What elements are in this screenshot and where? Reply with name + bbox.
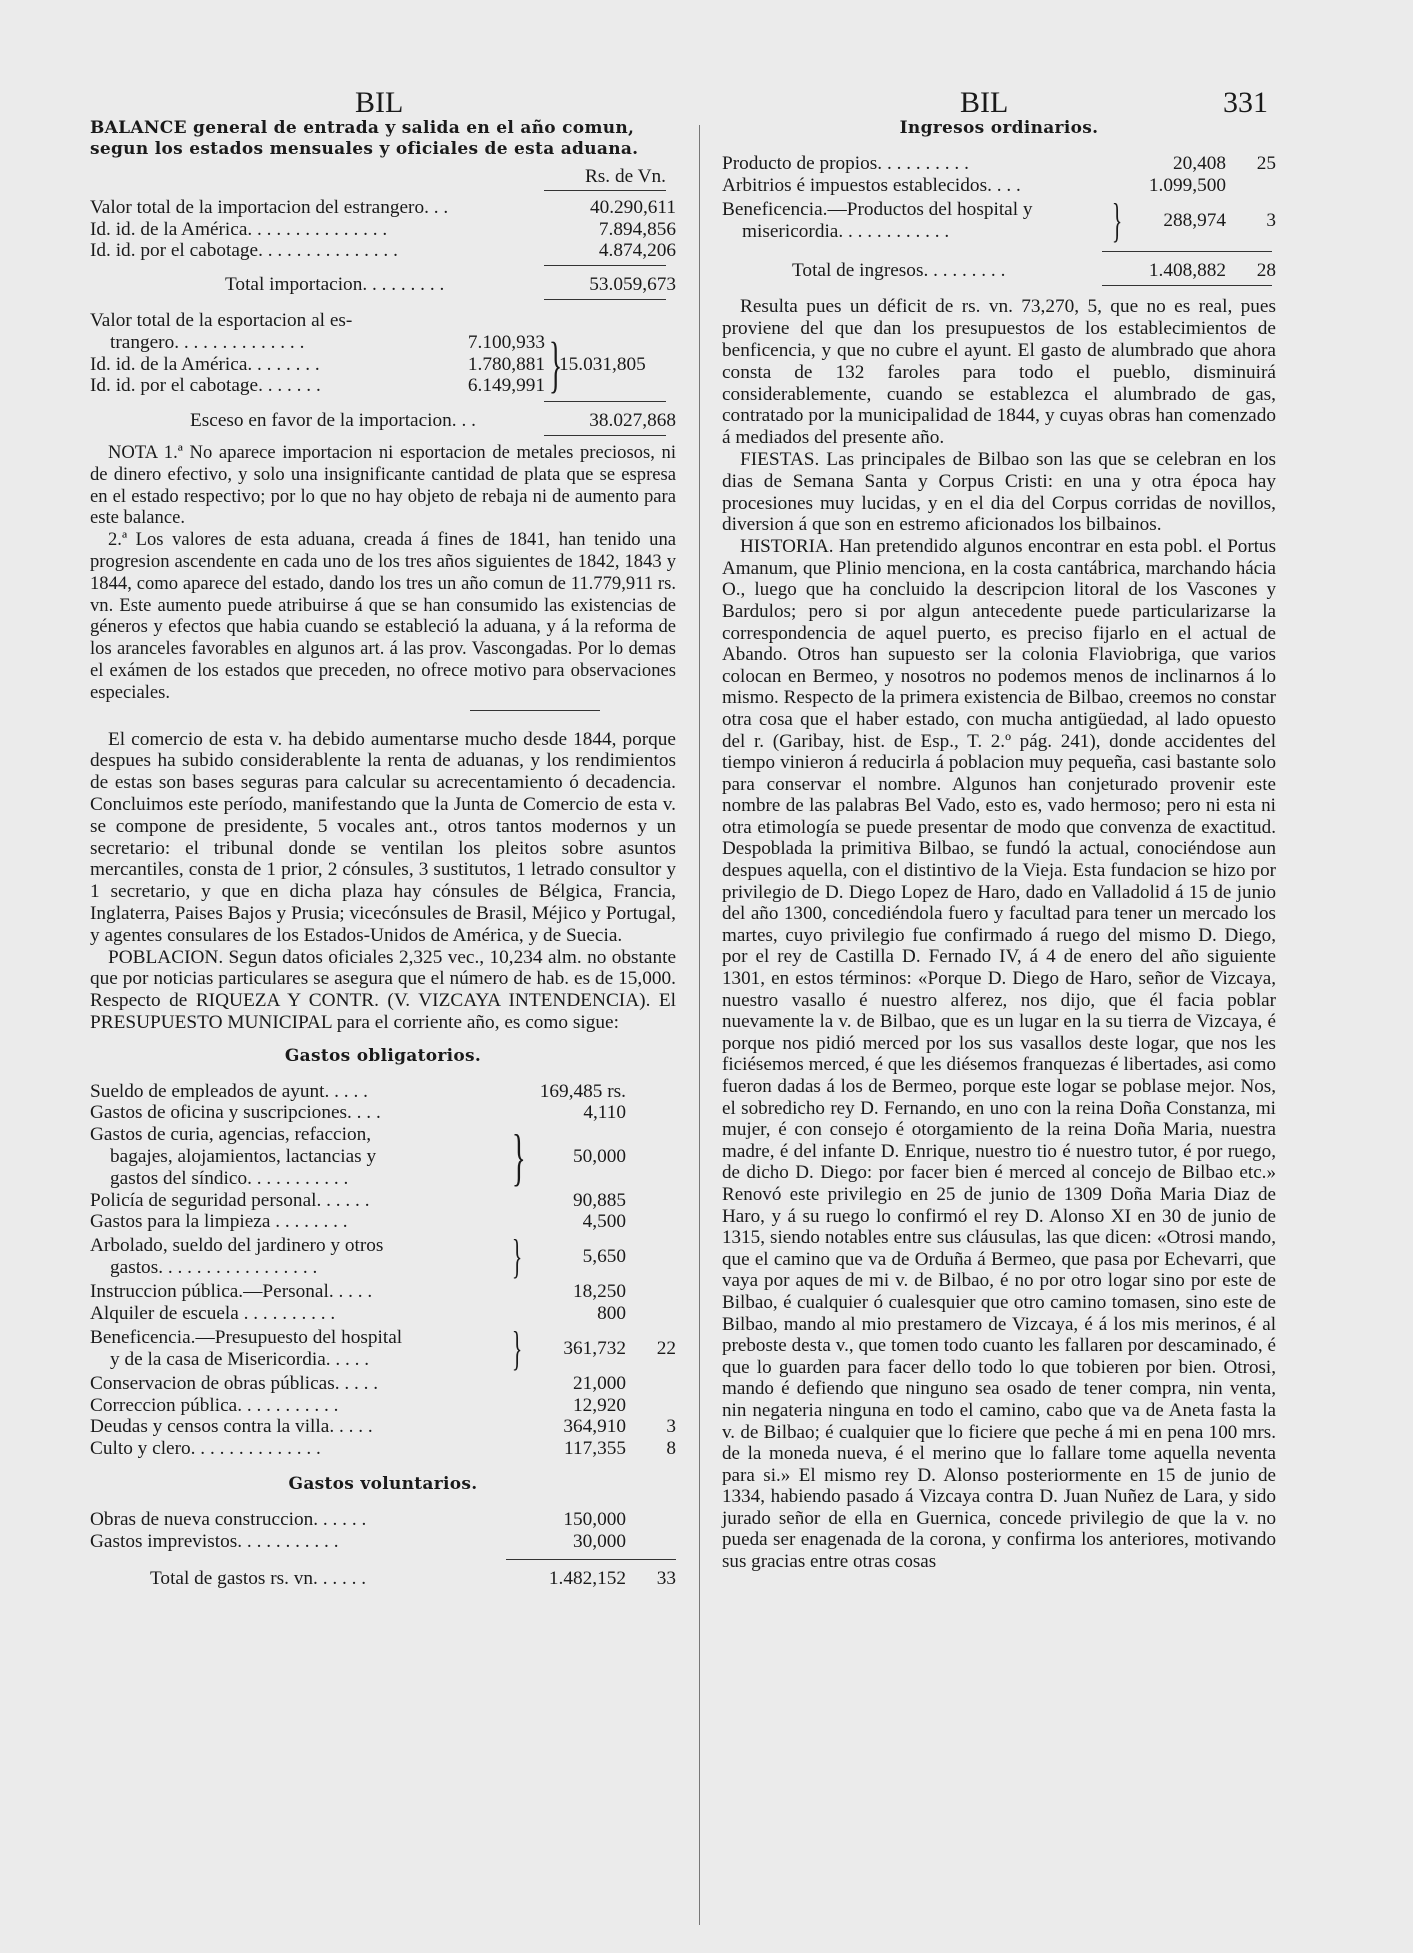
row-label: Instruccion pública.—Personal. . . . . xyxy=(90,1281,373,1303)
row-value: 1.099,500 xyxy=(1148,174,1226,196)
row-value: 40.290,611 xyxy=(589,196,676,218)
row-value: 20,408 xyxy=(1172,153,1226,174)
row-value: 4.874,206 xyxy=(598,240,676,262)
row-value: 30,000 xyxy=(572,1530,626,1552)
table-row xyxy=(90,332,545,354)
left-running-head: BIL xyxy=(355,86,404,119)
row-label: Sueldo de empleados de ayunt. . . . . xyxy=(90,1080,368,1102)
rule xyxy=(544,190,666,191)
row-value: 364,910 xyxy=(563,1416,626,1438)
text-line: y de la casa de Misericordia. . . . . xyxy=(110,1348,370,1370)
row-value: 1.408,882 xyxy=(1148,259,1226,281)
gastos-obligatorios-title: Gastos obligatorios. xyxy=(284,1045,482,1066)
row-value: 50,000 xyxy=(572,1146,626,1168)
row-value: 4,110 xyxy=(583,1102,626,1124)
table-row xyxy=(90,1438,676,1460)
table-row xyxy=(90,1281,676,1303)
rule xyxy=(470,710,600,711)
exports-block xyxy=(90,310,676,397)
poblacion-paragraph: POBLACION. Segun datos oficiales 2,325 vec., 10,234 alm. no obstante que por noticias particulares se asegura que el número de hab. es de 15,000. Respecto de RIQUEZA Y CONTR. (V. VIZCAYA INTENDENCIA). El PRESUPUESTO MUNICIPAL para el corriente año, es como sigue: xyxy=(90,946,676,1033)
table-row xyxy=(90,1211,676,1233)
row-cents: 3 xyxy=(1266,209,1276,231)
row-label: Obras de nueva construccion. . . . . . xyxy=(90,1509,367,1531)
table-row xyxy=(90,1230,676,1284)
row-label: Conservacion de obras públicas. . . . . xyxy=(90,1372,379,1394)
row-label: Total de gastos rs. vn. . . . . . xyxy=(150,1567,367,1589)
row-label xyxy=(90,1124,508,1189)
right-column xyxy=(722,118,1276,1573)
row-label: Gastos imprevistos. . . . . . . . . . . xyxy=(90,1530,339,1552)
row-label: Policía de seguridad personal. . . . . . xyxy=(90,1189,370,1211)
text-line xyxy=(90,310,545,397)
currency-header: Rs. de Vn. xyxy=(584,166,666,187)
text-line: gastos del síndico. . . . . . . . . . . xyxy=(110,1167,349,1189)
row-value: 7.100,933 xyxy=(467,331,545,353)
row-label: Gastos para la limpieza . . . . . . . . xyxy=(90,1211,348,1233)
row-label xyxy=(90,1235,508,1279)
gastos-voluntarios-title: Gastos voluntarios. xyxy=(288,1474,478,1495)
table-row xyxy=(90,1416,676,1438)
row-label: trangero. . . . . . . . . . . . . . xyxy=(110,331,305,353)
right-running-head: BIL xyxy=(960,86,1009,119)
total-gastos-row xyxy=(90,1568,676,1590)
rule xyxy=(1102,285,1272,286)
row-value: 117,355 xyxy=(564,1438,626,1460)
row-value: 150,000 xyxy=(563,1509,626,1531)
text-line: Beneficencia.—Productos del hospital y xyxy=(722,198,1033,220)
row-value: 4,500 xyxy=(582,1211,626,1233)
row-label: Id. id. de la América. . . . . . . . xyxy=(90,353,320,375)
row-value: 1.780,881 xyxy=(467,353,545,375)
row-label: Esceso en favor de la importacion. . . xyxy=(190,410,476,432)
rule xyxy=(544,265,666,266)
row-value: 361,732 xyxy=(563,1337,626,1359)
deficit-paragraph: Resulta pues un déficit de rs. vn. 73,270, 5, que no es real, pues proviene del que dan los presupuestos de los establecimientos de benficencia, y que no cubre el ayunt. El gasto de alumbrado que ahora consta de 132 faroles para todo el pueblo, disminuirá considerablemente, cuando se establezca el alumbrado de gas, contratado por la municipalidad de 1844, y cuyas obras han comenzado á mediados del presente año. xyxy=(722,296,1276,449)
row-label: Culto y clero. . . . . . . . . . . . . . xyxy=(90,1438,321,1460)
row-label xyxy=(722,199,1108,243)
row-label: Total de ingresos. . . . . . . . . xyxy=(792,259,1006,281)
column-divider xyxy=(699,125,700,1925)
note-2: 2.ª Los valores de esta aduana, creada á fines de 1841, han tenido una progresion ascendente en cada uno de los tres años siguientes de 1842, 1843 y 1844, como aparece del estado, dando los tres un año comun de 11.779,911 rs. vn. Este aumento puede atribuirse á que se han consumido las existencias de géneros y efectos que habia cuando se estableció la aduana, y á la reforma de los aranceles favorables en algunos art. á las prov. Vascongadas. Por lo demas el exámen de los estados que preceden, no ofrece motivo para observaciones especiales. xyxy=(90,529,676,703)
rule xyxy=(544,435,666,436)
row-label: Id. id. por el cabotage. . . . . . . . . . . . . . . xyxy=(90,240,398,262)
ingresos-list xyxy=(722,153,1276,245)
table-row xyxy=(90,1395,676,1417)
text-line: Arbolado, sueldo del jardinero y otros xyxy=(90,1235,384,1257)
page-number: 331 xyxy=(1223,86,1268,119)
left-column xyxy=(90,118,676,1589)
table-row xyxy=(90,310,545,332)
brace: } xyxy=(511,1230,523,1284)
import-row xyxy=(90,240,676,262)
row-value: 21,000 xyxy=(572,1372,626,1394)
row-value: 90,885 xyxy=(572,1189,626,1211)
text-line: bagajes, alojamientos, lactancias y xyxy=(110,1146,377,1168)
row-label: Alquiler de escuela . . . . . . . . . . xyxy=(90,1303,336,1325)
total-ingresos-row xyxy=(722,260,1276,282)
note-1: NOTA 1.ª No aparece importacion ni esportacion de metales preciosos, ni de dinero efectivo, y solo una insignificante cantidad de plata que se espresa en el estado respectivo; por lo que no hay objeto de rebaja ni de aumento para este balance. xyxy=(90,441,676,529)
total-import-row xyxy=(90,274,676,296)
rule xyxy=(544,401,666,402)
row-label: Valor total de la esportacion al es- xyxy=(90,309,353,331)
table-row xyxy=(90,1321,676,1375)
import-row xyxy=(90,197,676,219)
row-value: 6.149,991 xyxy=(467,375,545,397)
text-line: misericordia. . . . . . . . . . . . xyxy=(742,220,950,242)
brace: } xyxy=(548,330,563,399)
table-row xyxy=(90,375,545,397)
brace: } xyxy=(1111,193,1123,247)
row-value: 169,485 rs. xyxy=(539,1080,626,1102)
row-label: Deudas y censos contra la villa. . . . . xyxy=(90,1416,373,1438)
table-row xyxy=(90,1081,676,1103)
table-row xyxy=(90,1509,676,1531)
gastos-obligatorios-list xyxy=(90,1081,676,1460)
export-total: 15.031,805 xyxy=(559,353,646,375)
row-label: Correccion pública. . . . . . . . . . . xyxy=(90,1394,339,1416)
row-label: Id. id. por el cabotage. . . . . . . xyxy=(90,375,321,397)
table-row xyxy=(90,1102,676,1124)
brace: } xyxy=(511,1321,523,1375)
table-row xyxy=(90,1303,676,1325)
rule xyxy=(544,299,666,300)
row-label: Valor total de la importacion del estrangero. . . xyxy=(90,196,449,218)
row-value: 1.482,152 xyxy=(548,1567,626,1589)
brace: } xyxy=(511,1120,526,1192)
imports-list xyxy=(90,197,676,262)
text-line: Beneficencia.—Presupuesto del hospital xyxy=(90,1327,403,1349)
table-row xyxy=(722,175,1276,197)
rule xyxy=(506,1559,676,1560)
import-row xyxy=(90,219,676,241)
ingresos-title: Ingresos ordinarios. xyxy=(899,118,1099,138)
text-line: gastos. . . . . . . . . . . . . . . . . xyxy=(110,1257,318,1279)
row-value: 7.894,856 xyxy=(598,218,676,240)
balance-title: BALANCE general de entrada y salida en el año comun, segun los estados mensuales y oficiales de esta aduana. xyxy=(90,118,639,159)
table-row xyxy=(722,193,1276,247)
gastos-voluntarios-list xyxy=(90,1509,676,1553)
text-line: Gastos de curia, agencias, refaccion, xyxy=(90,1124,372,1146)
row-value: 800 xyxy=(597,1303,626,1325)
row-value: 5,650 xyxy=(582,1246,626,1268)
table-row xyxy=(722,153,1276,175)
table-row xyxy=(90,1120,676,1192)
table-row xyxy=(90,1190,676,1212)
commerce-paragraph: El comercio de esta v. ha debido aumentarse mucho desde 1844, porque despues ha subido considerablente la renta de aduanas, y los rendimientos de estas son bases seguras para calcular su acrecentamiento ó decadencia. Concluimos este período, manifestando que la Junta de Comercio de esta v. se compone de presidente, 5 vocales ant., otros tantos modernos y un secretario: el tribunal donde se ventilan los pleitos sobre asuntos mercantiles, consta de 1 prior, 2 cónsules, 3 sustitutos, 1 letrado consultor y 1 secretario, y que en dicha plaza hay cónsules de Bélgica, Francia, Inglaterra, Paises Bajos y Prusia; vicecónsules de Brasil, Méjico y Portugal, y agentes consulares de los Estados-Unidos de América, y de Suecia. xyxy=(90,728,676,946)
excess-row xyxy=(90,410,676,432)
row-cents: 28 xyxy=(1256,259,1276,281)
row-cents: 25 xyxy=(1256,153,1276,174)
row-value: 38.027,868 xyxy=(589,410,676,432)
row-value: 288,974 xyxy=(1163,209,1226,231)
row-value: 53.059,673 xyxy=(589,274,676,296)
row-cents: 8 xyxy=(666,1438,676,1460)
row-cents: 33 xyxy=(656,1567,676,1589)
row-label: Id. id. de la América. . . . . . . . . . . . . . . xyxy=(90,218,388,240)
row-label: Gastos de oficina y suscripciones. . . . xyxy=(90,1102,381,1124)
row-cents: 3 xyxy=(666,1416,676,1438)
row-label: Arbitrios é impuestos establecidos. . . . xyxy=(722,174,1021,196)
row-label: Total importacion. . . . . . . . . xyxy=(225,274,445,296)
table-row xyxy=(90,354,545,376)
row-cents: 22 xyxy=(656,1337,676,1359)
text-line xyxy=(545,332,646,397)
row-label xyxy=(90,1327,508,1371)
fiestas-paragraph: FIESTAS. Las principales de Bilbao son las que se celebran en los dias de Semana Santa y Corpus Cristi: en una y otra época hay procesiones muy lucidas, y en el dia del Corpus corridas de novillos, diversion á que son en estremo aficionados los bilbainos. xyxy=(722,448,1276,536)
rule xyxy=(1102,251,1272,252)
row-label: Producto de propios. . . . . . . . . . xyxy=(722,153,969,174)
table-row xyxy=(90,1531,676,1553)
row-value: 12,920 xyxy=(572,1394,626,1416)
historia-paragraph: HISTORIA. Han pretendido algunos encontrar en esta pobl. el Portus Amanum, que Plinio menciona, en la costa cantábrica, marchando hácia O., luego que ha concluido la descripcion litoral de los Vascones y Bardulos; pero si por algun antecedente puede particularizarse la correspondencia de aquel puerto, es preciso fijarlo en el actual de Abando. Otros han supuesto ser la colonia Flaviobriga, que varios colocan en Bermeo, y nosotros no podemos menos de inclinarnos á lo mismo. Respecto de la primera existencia de Bilbao, creemos no constar otra cosa que el haber estado, con mucha antigüedad, al lado opuesto del r. (Garibay, hist. de Esp., T. 2.º pág. 241), donde accidentes del tiempo vinieron á reducirla á poblacion muy pequeña, casi bastante solo para conservar el nombre. Algunos han conjeturado provenir este nombre de las palabras Bel Vado, esto es, vado hermoso; pero ni esta ni otra etimología se puede presentar de modo que convenza de exactitud. Despoblada la primitiva Bilbao, se fundó la actual, conociéndose aun despues aquella, con el distintivo de la Vieja. Esta fundacion se hizo por privilegio de D. Diego Lopez de Haro, dado en Valladolid á 15 de junio del año 1300, concediéndola fuero y facultad para tener un mercado los martes, cuyo privilegio fue confirmado á ruego del mismo D. Diego, por el rey de Castilla D. Fernado IV, á 4 de enero del año siguiente 1301, en estos términos: «Porque D. Diego de Haro, señor de Vizcaya, nuestro vasallo é nuestro alferez, nos dijo, que él facia poblar nuevamente la v. de Bilbao, que es un lugar en la su tierra de Vizcaya, é porque nos pidió merced por los sus vasallos deste logar, que nos les ficiésemos merced, é que les diésemos franquezas é libertades, asi como fueron dadas á los de Bermeo, porque este logar se poblase mejor. Nos, el sobredicho rey D. Fernando, en uno con la reina Doña Constanza, mi mujer, é con consejo é otorgamiento de la reina Doña Maria, nuestra madre, é del infante D. Enrique, nuestro tio é nuestro tutor, é por ruego, de dicho D. Diego: por facer bien é merced al concejo de Bilbao etc.» Renovó este privilegio en 25 de junio de 1309 Doña Maria Diaz de Haro, y á su ruego lo confirmó el rey D. Alonso XI en 30 de junio de 1315, siendo notables entre sus cláusulas, las que dicen: «Otrosi mando, que el camino que va de Orduña á Bermeo, que pasa por Echevarri, que vaya por aques de mi v. de Bilbao, é no por otro logar sino por este de Bilbao, é cualquier ó cualesquier que otro camino tomasen, sino este de Bilbao, mando al mio prestamero de Vizcaya, é á los mis merinos, é al preboste desta v., que tomen todo cuanto les fallaren por descaminado, é que lo guarden para facer dello todo lo que tobieren por bien. Otrosi, mando é defiendo que ninguno sea osado de tener compra, nin venta, nin negateria ninguna en todo el camino, cabo que va de Aneta fasta la v. de Bilbao; é cualquier que lo ficiere que peche á mi en pena 100 mrs. de la moneda nueva, é el merino que lo fallare tome aquella neventa para si.» El mismo rey D. Alonso posteriormente en 15 de junio de 1334, habiendo pasado á Vizcaya contra D. Juan Nuñez de Lara, y sido jurado señor de ella en Guernica, concede privilegio de que la v. no pueda ser enagenada de la corona, y confirma los anteriores, motivando sus gracias entre otras cosas xyxy=(722,536,1276,1573)
row-value: 18,250 xyxy=(572,1281,626,1303)
table-row xyxy=(90,1373,676,1395)
